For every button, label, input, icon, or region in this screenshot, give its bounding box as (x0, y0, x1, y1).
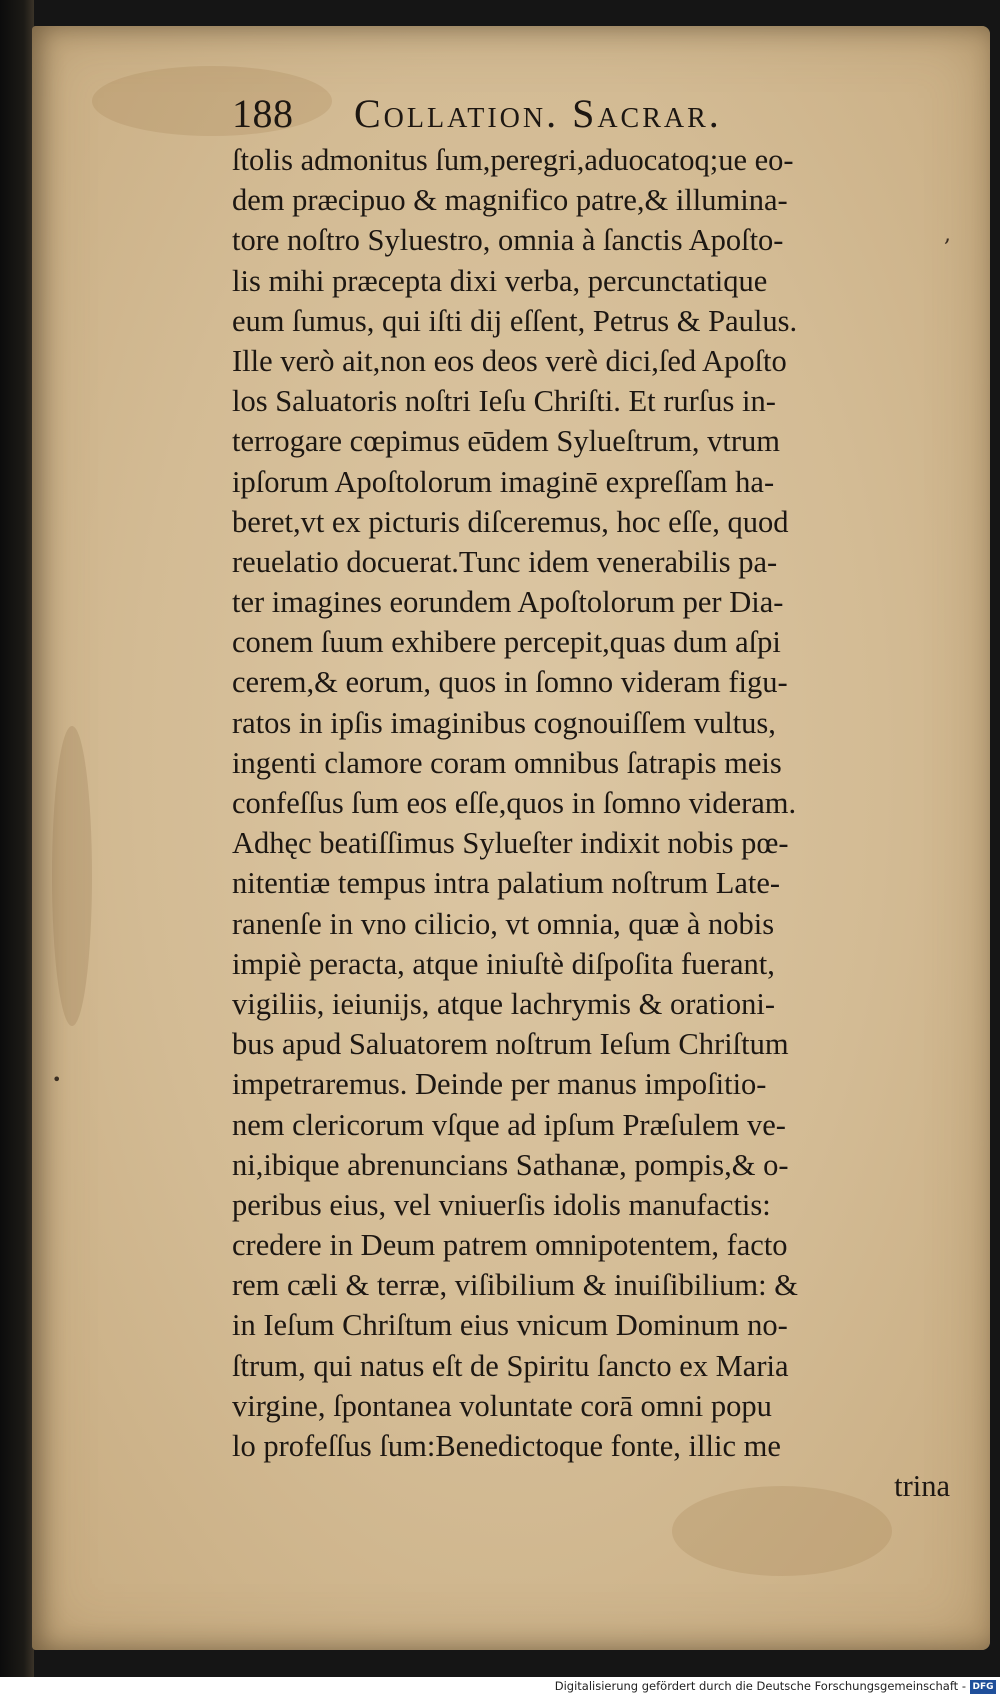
text-line: credere in Deum patrem omnipotentem, facto (232, 1228, 788, 1263)
text-line: reuelatio docuerat.Tunc idem venerabilis pa- (232, 544, 778, 579)
text-line: ingenti clamore coram omnibus ſatrapis meis (232, 745, 782, 780)
text-line: ſtolis admonitus ſum,peregri,aduocatoq;ue eo- (232, 143, 794, 177)
text-line: ni,ibique abrenuncians Sathanæ, pompis,& o- (232, 1147, 789, 1182)
text-line: impiè peracta, atque iniuſtè diſpoſita fuerant, (232, 946, 775, 981)
text-line: ipſorum Apoſtolorum imaginē expreſſam ha- (232, 464, 775, 499)
text-line: los Saluatoris noſtri Ieſu Chriſti. Et rurſus in- (232, 384, 776, 419)
text-line: Ille verò ait,non eos deos verè dici,ſed Apoſto (232, 343, 787, 378)
text-line: dem præcipuo & magnifico patre,& illumina- (232, 183, 788, 218)
running-header (232, 90, 722, 137)
text-line: Adhęc beatiſſimus Sylueſter indixit nobis pœ- (232, 826, 789, 861)
text-line: cerem,& eorum, quos in ſomno videram figu- (232, 665, 788, 700)
text-line: beret,vt ex picturis diſceremus, hoc eſſe, quod (232, 504, 789, 539)
text-line: ranenſe in vno cilicio, vt omnia, quæ à nobis (232, 906, 775, 941)
text-line: rem cæli & terræ, viſibilium & inuiſibilium: & (232, 1268, 798, 1303)
text-line: lis mihi præcepta dixi verba, percunctatique (232, 263, 768, 298)
margin-mark: , (944, 222, 951, 247)
text-line: peribus eius, vel vniuerſis idolis manufactis: (232, 1187, 771, 1222)
text-line: ſtrum, qui natus eſt de Spiritu ſancto ex Maria (232, 1348, 789, 1383)
running-head-title: Collation. Sacrar. (354, 91, 722, 136)
text-line: nitentiæ tempus intra palatium noſtrum Late- (232, 866, 781, 901)
text-line: bus apud Saluatorem noſtrum Ieſum Chriſtum (232, 1027, 789, 1062)
text-line: confeſſus ſum eos eſſe,quos in ſomno videram. (232, 786, 797, 820)
text-line: impetraremus. Deinde per manus impoſitio- (232, 1067, 767, 1102)
text-line: in Ieſum Chriſtum eius vnicum Dominum no- (232, 1308, 788, 1343)
paper-stain (52, 726, 92, 1026)
page-body-text (232, 140, 952, 1506)
text-line: lo profeſſus ſum:Benedictoque fonte, illic me (232, 1429, 781, 1463)
book-gutter (0, 0, 34, 1698)
text-line: conem ſuum exhibere percepit,quas dum aſpi (232, 625, 781, 660)
text-line: nem clericorum vſque ad ipſum Præſulem ve- (232, 1107, 786, 1142)
text-line: virgine, ſpontanea voluntate corā omni popu (232, 1388, 772, 1423)
text-line: eum ſumus, qui iſti dij eſſent, Petrus & Paulus. (232, 303, 798, 338)
text-line: vigiliis, ieiunijs, atque lachrymis & orationi- (232, 986, 775, 1021)
text-line: terrogare cœpimus eūdem Sylueſtrum, vtrum (232, 424, 781, 459)
funding-notice: Digitalisierung gefördert durch die Deutsche Forschungsgemeinschaft - (554, 1679, 966, 1693)
text-line: ter imagines eorundem Apoſtolorum per Dia- (232, 585, 784, 620)
footer-bar (0, 1677, 1000, 1698)
page-number: 188 (232, 91, 294, 136)
text-line: tore noſtro Syluestro, omnia à ſanctis Apoſto- (232, 223, 784, 258)
catchword: trina (894, 1469, 950, 1504)
ink-dot: • (52, 1070, 62, 1089)
dfg-logo: DFG (970, 1680, 996, 1694)
text-line: ratos in ipſis imaginibus cognouiſſem vultus, (232, 705, 776, 740)
